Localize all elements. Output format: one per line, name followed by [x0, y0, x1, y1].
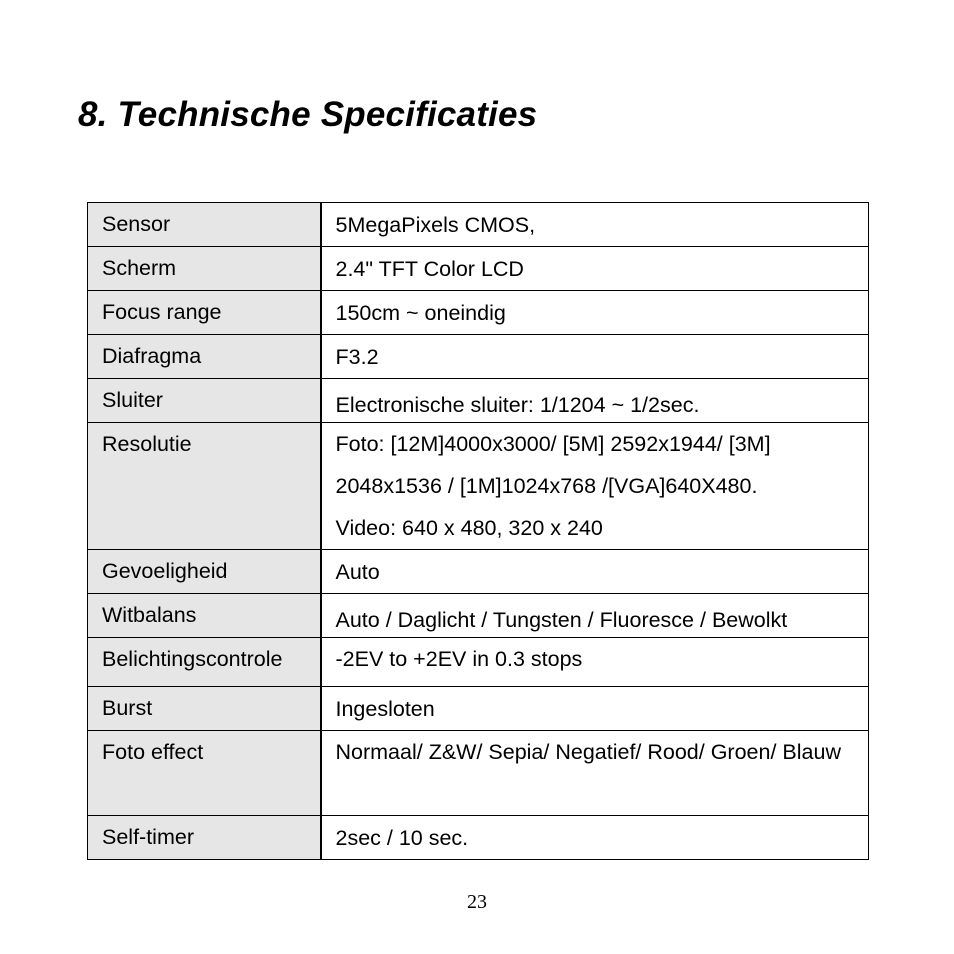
- spec-value: 2.4" TFT Color LCD: [321, 247, 869, 291]
- spec-label: Foto effect: [88, 731, 321, 816]
- page-title: 8. Technische Specificaties: [78, 95, 538, 134]
- spec-value: Auto / Daglicht / Tungsten / Fluoresce / Bewolkt: [321, 594, 869, 638]
- table-row: [88, 594, 869, 638]
- spec-value: 150cm ~ oneindig: [321, 291, 869, 335]
- table-row: [88, 816, 869, 860]
- spec-value: F3.2: [321, 335, 869, 379]
- spec-label: Sensor: [88, 203, 321, 247]
- spec-label: Belichtingscontrole: [88, 638, 321, 687]
- spec-value-line: Foto: [12M]4000x3000/ [5M] 2592x1944/ [3M]: [335, 432, 771, 456]
- spec-value-line: Video: 640 x 480, 320 x 240: [335, 516, 603, 540]
- spec-label: Burst: [88, 687, 321, 731]
- spec-label: Witbalans: [88, 594, 321, 638]
- spec-value: 5MegaPixels CMOS,: [321, 203, 869, 247]
- spec-label: Gevoeligheid: [88, 550, 321, 594]
- table-row: [88, 335, 869, 379]
- spec-label: Diafragma: [88, 335, 321, 379]
- spec-label: Sluiter: [88, 379, 321, 423]
- table-row: [88, 247, 869, 291]
- table-row: [88, 731, 869, 816]
- table-row: [88, 379, 869, 423]
- table-row: [88, 423, 869, 550]
- spec-value: 2sec / 10 sec.: [321, 816, 869, 860]
- spec-label: Self-timer: [88, 816, 321, 860]
- table-row: [88, 203, 869, 247]
- specifications-table: [87, 202, 869, 860]
- spec-value: Normaal/ Z&W/ Sepia/ Negatief/ Rood/ Groen/ Blauw: [321, 731, 869, 816]
- spec-label: Focus range: [88, 291, 321, 335]
- spec-value: Electronische sluiter: 1/1204 ~ 1/2sec.: [321, 379, 869, 423]
- spec-value: -2EV to +2EV in 0.3 stops: [321, 638, 869, 687]
- table-row: [88, 638, 869, 687]
- spec-label: Resolutie: [88, 423, 321, 550]
- spec-label: Scherm: [88, 247, 321, 291]
- spec-value: [321, 423, 869, 550]
- page-number: 23: [467, 891, 487, 913]
- table-row: [88, 687, 869, 731]
- table-row: [88, 291, 869, 335]
- table-row: [88, 550, 869, 594]
- spec-value: Ingesloten: [321, 687, 869, 731]
- spec-value: Auto: [321, 550, 869, 594]
- spec-value-line: 2048x1536 / [1M]1024x768 /[VGA]640X480.: [335, 474, 758, 498]
